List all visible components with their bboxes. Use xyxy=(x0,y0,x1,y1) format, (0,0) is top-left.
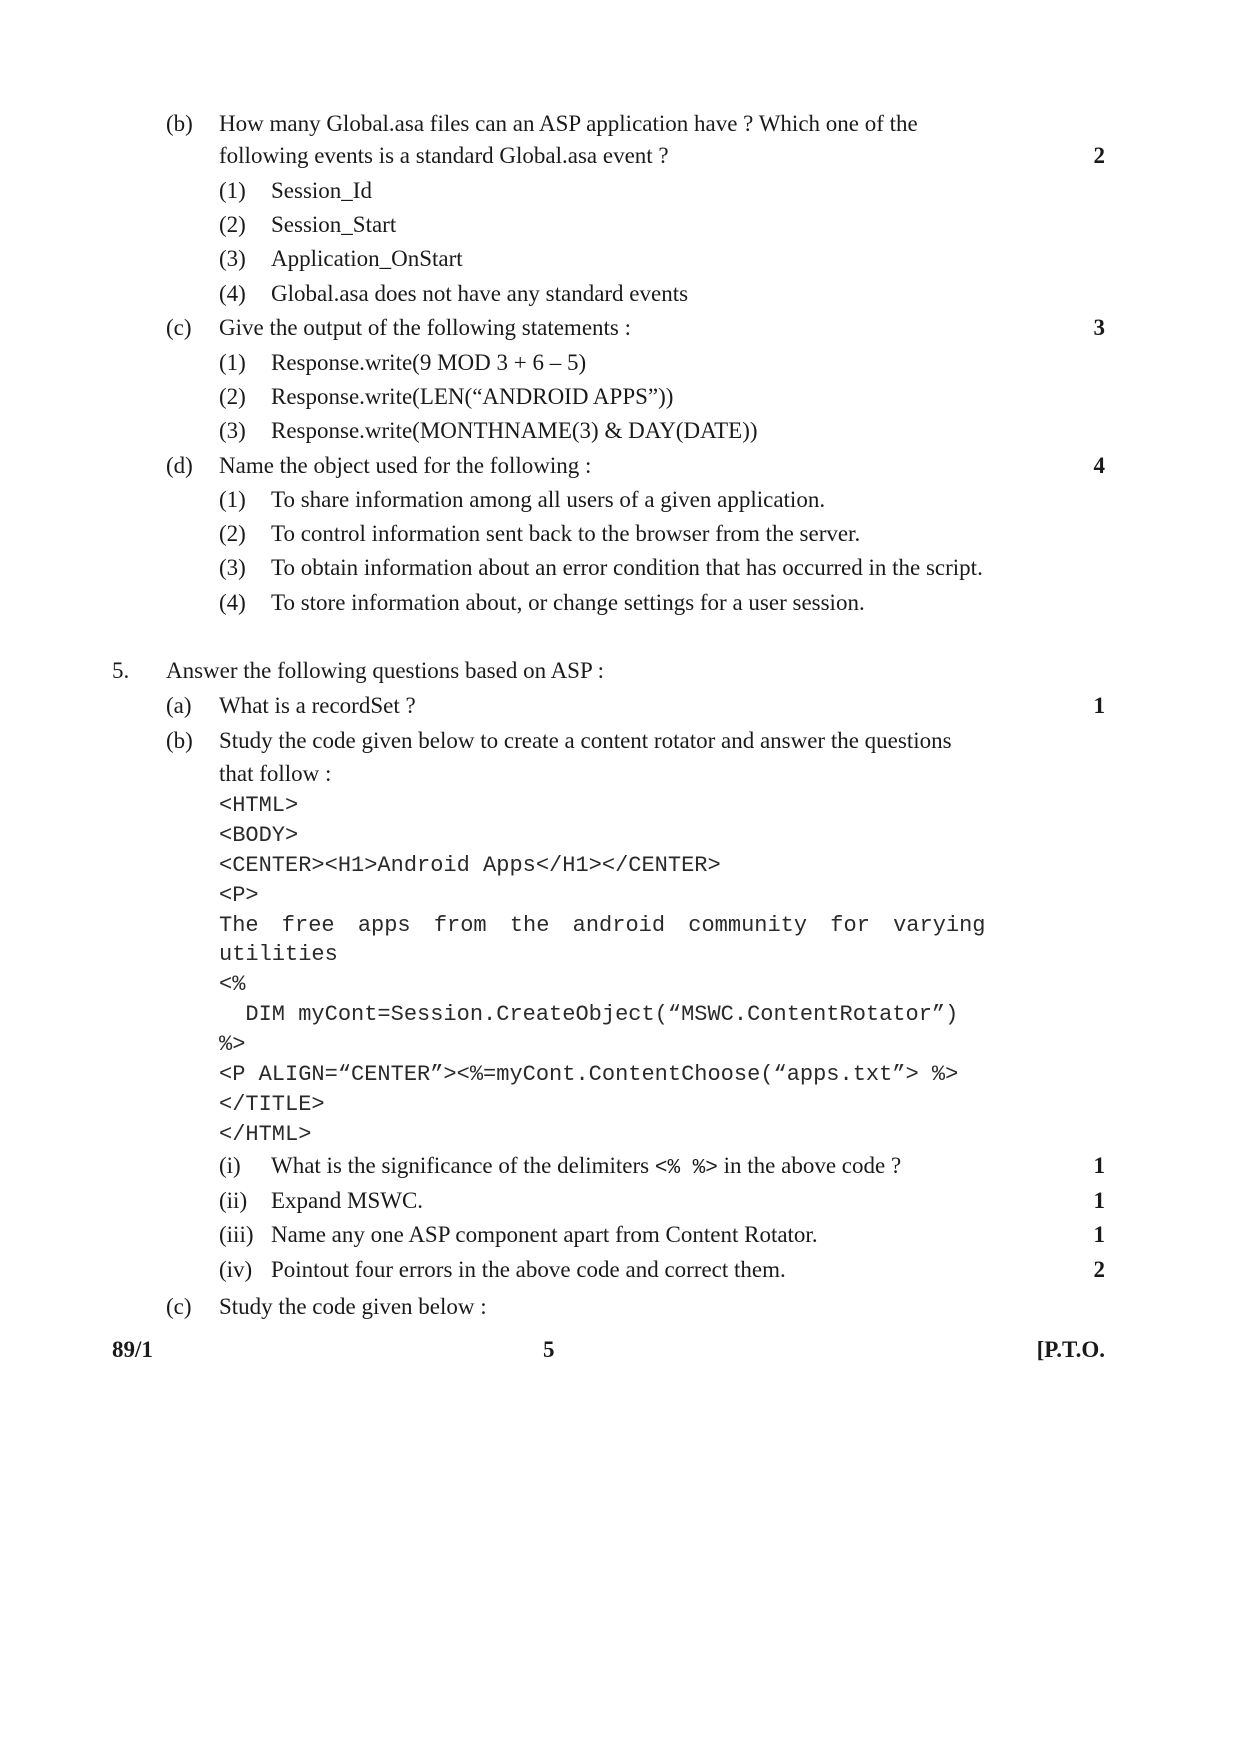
q5b-label: (b) xyxy=(166,728,193,753)
q4d-option-num: (1) xyxy=(219,487,246,512)
code-line: <P> xyxy=(219,883,259,908)
q5b-sub-text xyxy=(271,1152,901,1183)
q4d-option-num: (3) xyxy=(219,555,246,580)
code-line: </HTML> xyxy=(219,1122,312,1147)
q4d-question: Name the object used for the following : xyxy=(219,453,592,478)
q5c-question: Study the code given below : xyxy=(219,1294,487,1319)
code-line: The free apps from the android community for varying xyxy=(219,913,986,938)
q4c-question: Give the output of the following statements : xyxy=(219,315,632,340)
q5b-question-line2: that follow : xyxy=(219,761,332,786)
q4b-option-text: Session_Id xyxy=(271,178,372,203)
q4c-label: (c) xyxy=(166,315,192,340)
q4b-option-text: Global.asa does not have any standard events xyxy=(271,281,689,306)
q5a-marks: 1 xyxy=(1093,693,1105,718)
q5-heading: Answer the following questions based on ASP : xyxy=(166,658,605,683)
q4b-question-line2: following events is a standard Global.asa event ? xyxy=(219,143,669,168)
paper-code: 89/1 xyxy=(112,1337,153,1362)
q5c-label: (c) xyxy=(166,1294,192,1319)
delimiters-code: <% %> xyxy=(654,1157,718,1180)
q4d-label: (d) xyxy=(166,453,193,478)
code-line: %> xyxy=(219,1032,246,1057)
q4c-option-text: Response.write(MONTHNAME(3) & DAY(DATE)) xyxy=(271,418,758,443)
code-line: <CENTER><H1>Android Apps</H1></CENTER> xyxy=(219,853,721,878)
q5b-sub-text-after: in the above code ? xyxy=(723,1153,902,1178)
q4c-marks: 3 xyxy=(1093,315,1105,340)
code-line: <P ALIGN=“CENTER”><%=myCont.ContentChoose(“apps.txt”> %> xyxy=(219,1062,959,1087)
q4b-option-num: (3) xyxy=(219,246,246,271)
q5b-sub-marks: 2 xyxy=(1093,1257,1105,1282)
code-line: </TITLE> xyxy=(219,1092,325,1117)
q4b-question-line1: How many Global.asa files can an ASP application have ? Which one of the xyxy=(219,111,918,136)
q4b-option-num: (4) xyxy=(219,281,246,306)
q4d-marks: 4 xyxy=(1093,453,1105,478)
q4c-option-num: (1) xyxy=(219,350,246,375)
page-number: 5 xyxy=(543,1337,555,1362)
q5b-sub-text: Expand MSWC. xyxy=(271,1188,424,1213)
q4d-option-text: To obtain information about an error condition that has occurred in the script. xyxy=(271,555,983,580)
q4d-option-num: (4) xyxy=(219,590,246,615)
q5b-sub-marks: 1 xyxy=(1093,1222,1105,1247)
q5b-sub-num: (ii) xyxy=(219,1188,248,1213)
code-line: DIM myCont=Session.CreateObject(“MSWC.ContentRotator”) xyxy=(219,1002,959,1027)
q4c-option-text: Response.write(9 MOD 3 + 6 – 5) xyxy=(271,350,587,375)
q5b-sub-marks: 1 xyxy=(1093,1188,1105,1213)
q5a-question: What is a recordSet ? xyxy=(219,693,416,718)
q5a-label: (a) xyxy=(166,693,192,718)
q4c-option-num: (3) xyxy=(219,418,246,443)
q5b-sub-text: Pointout four errors in the above code and correct them. xyxy=(271,1257,786,1282)
q4b-option-text: Application_OnStart xyxy=(271,246,463,271)
q4b-option-num: (2) xyxy=(219,212,246,237)
q4b-label: (b) xyxy=(166,111,193,136)
q5-number: 5. xyxy=(112,658,130,683)
q4d-option-num: (2) xyxy=(219,521,246,546)
q4b-marks: 2 xyxy=(1093,143,1105,168)
q4d-option-text: To store information about, or change settings for a user session. xyxy=(271,590,865,615)
q4d-option-text: To control information sent back to the browser from the server. xyxy=(271,521,861,546)
q5b-sub-num: (iv) xyxy=(219,1257,253,1282)
q4b-option-num: (1) xyxy=(219,178,246,203)
q5b-question-line1: Study the code given below to create a content rotator and answer the questions xyxy=(219,728,952,753)
q5b-sub-num: (i) xyxy=(219,1153,241,1178)
code-line: <HTML> xyxy=(219,793,299,818)
q5b-sub-text: Name any one ASP component apart from Content Rotator. xyxy=(271,1222,818,1247)
q4b-option-text: Session_Start xyxy=(271,212,397,237)
code-line: <BODY> xyxy=(219,823,299,848)
code-line: <% xyxy=(219,972,246,997)
q5b-sub-text-before: What is the significance of the delimiters xyxy=(271,1153,650,1178)
code-line: utilities xyxy=(219,942,338,967)
q5b-sub-marks: 1 xyxy=(1093,1153,1105,1178)
q4d-option-text: To share information among all users of a given application. xyxy=(271,487,826,512)
please-turn-over: [P.T.O. xyxy=(1036,1337,1105,1362)
q5b-sub-num: (iii) xyxy=(219,1222,254,1247)
q4c-option-num: (2) xyxy=(219,384,246,409)
q4c-option-text: Response.write(LEN(“ANDROID APPS”)) xyxy=(271,384,674,409)
